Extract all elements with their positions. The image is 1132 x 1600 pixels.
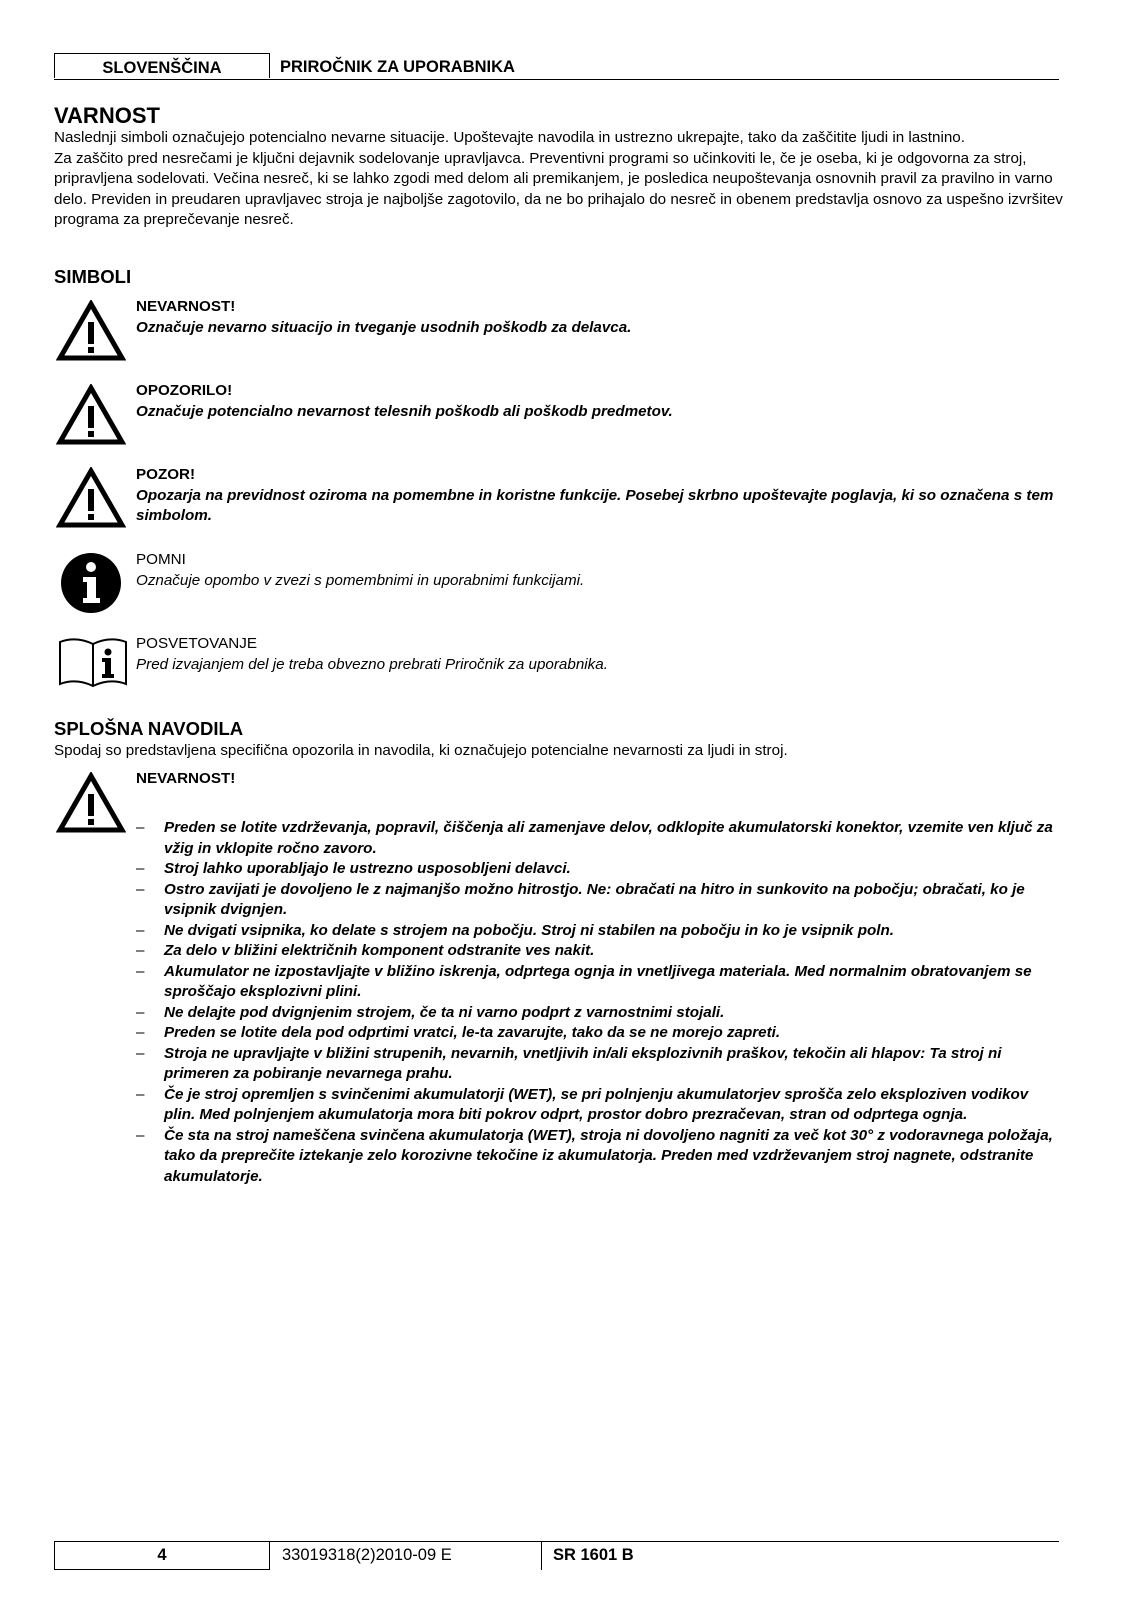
section-heading-simboli: SIMBOLI — [54, 266, 132, 287]
warning-triangle-icon — [56, 384, 126, 446]
symbol-entry — [136, 550, 1056, 591]
list-item: – Ostro zavijati je dovoljeno le z najmanjšo možno hitrostjo. Ne: obračati na hitro in sunkovito na pobočju; obračati, ko je vsipnik dvignjen. — [136, 880, 1061, 921]
symbol-description: Označuje potencialno nevarnost telesnih poškodb ali poškodb predmetov. — [136, 402, 673, 420]
symbol-description: Označuje opombo v zvezi s pomembnimi in uporabnimi funkcijami. — [136, 571, 585, 589]
model-name: SR 1601 B — [553, 1546, 634, 1564]
list-item: – Preden se lotite vzdrževanja, popravil, čiščenja ali zamenjave delov, odklopite akumulatorski konektor, vzemite ven ključ za vžig in vklopite ročno zavoro. — [136, 818, 1061, 859]
list-item: – Ne delajte pod dvignjenim strojem, če ta ni varno podprt z varnostnimi stojali. — [136, 1003, 1061, 1024]
header-title: PRIROČNIK ZA UPORABNIKA — [280, 58, 515, 76]
splosna-intro: Spodaj so predstavljena specifična opozorila in navodila, ki označujejo potencialne nevarnosti za ljudi in stroj. — [54, 742, 788, 759]
list-item: – Ne dvigati vsipnika, ko delate s strojem na pobočju. Stroj ni stabilen na pobočju in ko je vsipnik poln. — [136, 921, 1061, 942]
varnost-intro — [54, 128, 1064, 231]
safety-instructions-list — [136, 818, 1061, 1187]
varnost-paragraph-2: Za zaščito pred nesrečami je ključni dejavnik sodelovanje upravljavca. Preventivni programi so učinkoviti le, če je oseba, ki je odgovorna za stroj, pripravljena sodelovati. Večina nesreč, ki se lahko zgodi med delom ali premikanjem, je posledica neupoštevanja osnovnih pravil za pravilno in varno delo. Previden in preudaren upravljavec stroja je najboljše zagotovilo, da ne bo prihajalo do nesreč in obenem predstavlja osnovo za uspešno izvršitev programa za preprečevanje nesreč. — [54, 149, 1063, 228]
section-heading-splosna-navodila: SPLOŠNA NAVODILA — [54, 718, 244, 739]
warning-triangle-icon — [56, 772, 126, 834]
list-item: – Preden se lotite dela pod odprtimi vratci, le-ta zavarujte, tako da se ne morejo zapreti. — [136, 1023, 1061, 1044]
symbol-description: Pred izvajanjem del je treba obvezno prebrati Priročnik za uporabnika. — [136, 655, 608, 673]
symbol-entry — [136, 381, 1056, 422]
warning-triangle-icon — [56, 300, 126, 362]
list-item: – Akumulator ne izpostavljajte v bližino iskrenja, odprtega ognja in vnetljivega materiala. Med normalnim obratovanjem se sproščajo eksplozivni plini. — [136, 962, 1061, 1003]
symbol-description: Opozarja na previdnost oziroma na pomembne in koristne funkcije. Posebej skrbno upoštevajte poglavja, ki so označena s tem simbolom. — [136, 486, 1054, 524]
symbol-entry — [136, 634, 1056, 675]
header-language: SLOVENŠČINA — [54, 53, 270, 78]
page-footer — [54, 1541, 1059, 1570]
page-number: 4 — [54, 1542, 270, 1570]
varnost-paragraph-1: Naslednji simboli označujejo potencialno nevarne situacije. Upoštevajte navodila in ustrezno ukrepajte, tako da zaščitite ljudi in lastnino. — [54, 129, 965, 146]
list-item: – Stroj lahko uporabljajo le ustrezno usposobljeni delavci. — [136, 859, 1061, 880]
symbol-title: OPOZORILO! — [136, 382, 233, 399]
manual-book-icon — [58, 634, 128, 688]
info-circle-icon — [60, 552, 122, 614]
warning-triangle-icon — [56, 467, 126, 529]
symbol-entry — [136, 465, 1056, 527]
splosna-warning-title: NEVARNOST! — [136, 770, 236, 787]
list-item: – Za delo v bližini električnih komponent odstranite ves nakit. — [136, 941, 1061, 962]
symbol-title: POZOR! — [136, 466, 196, 483]
symbol-description: Označuje nevarno situacijo in tveganje usodnih poškodb za delavca. — [136, 318, 632, 336]
symbol-title: POSVETOVANJE — [136, 635, 257, 652]
document-code: 33019318(2)2010-09 E — [282, 1546, 452, 1564]
list-item: – Če je stroj opremljen s svinčenimi akumulatorji (WET), se pri polnjenju akumulatorjev sprošča zelo eksploziven vodikov plin. Med polnjenjem akumulatorja mora biti pokrov odprt, prostor dobro prezračevan, stran od odprtega ognja. — [136, 1085, 1061, 1126]
list-item: – Če sta na stroj nameščena svinčena akumulatorja (WET), stroja ni dovoljeno nagniti za več kot 30° z vodoravnega položaja, tako da preprečite iztekanje zelo korozivne tekočine iz akumulatorja. Preden med vzdrževanjem stroj nagnete, odstranite akumulatorje. — [136, 1126, 1061, 1188]
section-heading-varnost: VARNOST — [54, 103, 160, 128]
list-item: – Stroja ne upravljajte v bližini strupenih, nevarnih, vnetljivih in/ali eksplozivnih praškov, tekočin ali hlapov: Ta stroj ni primeren za pobiranje nevarnega prahu. — [136, 1044, 1061, 1085]
symbol-title: POMNI — [136, 551, 186, 568]
symbol-title: NEVARNOST! — [136, 298, 236, 315]
footer-divider — [541, 1542, 542, 1570]
symbol-entry — [136, 297, 1056, 338]
page-header — [54, 53, 1059, 80]
